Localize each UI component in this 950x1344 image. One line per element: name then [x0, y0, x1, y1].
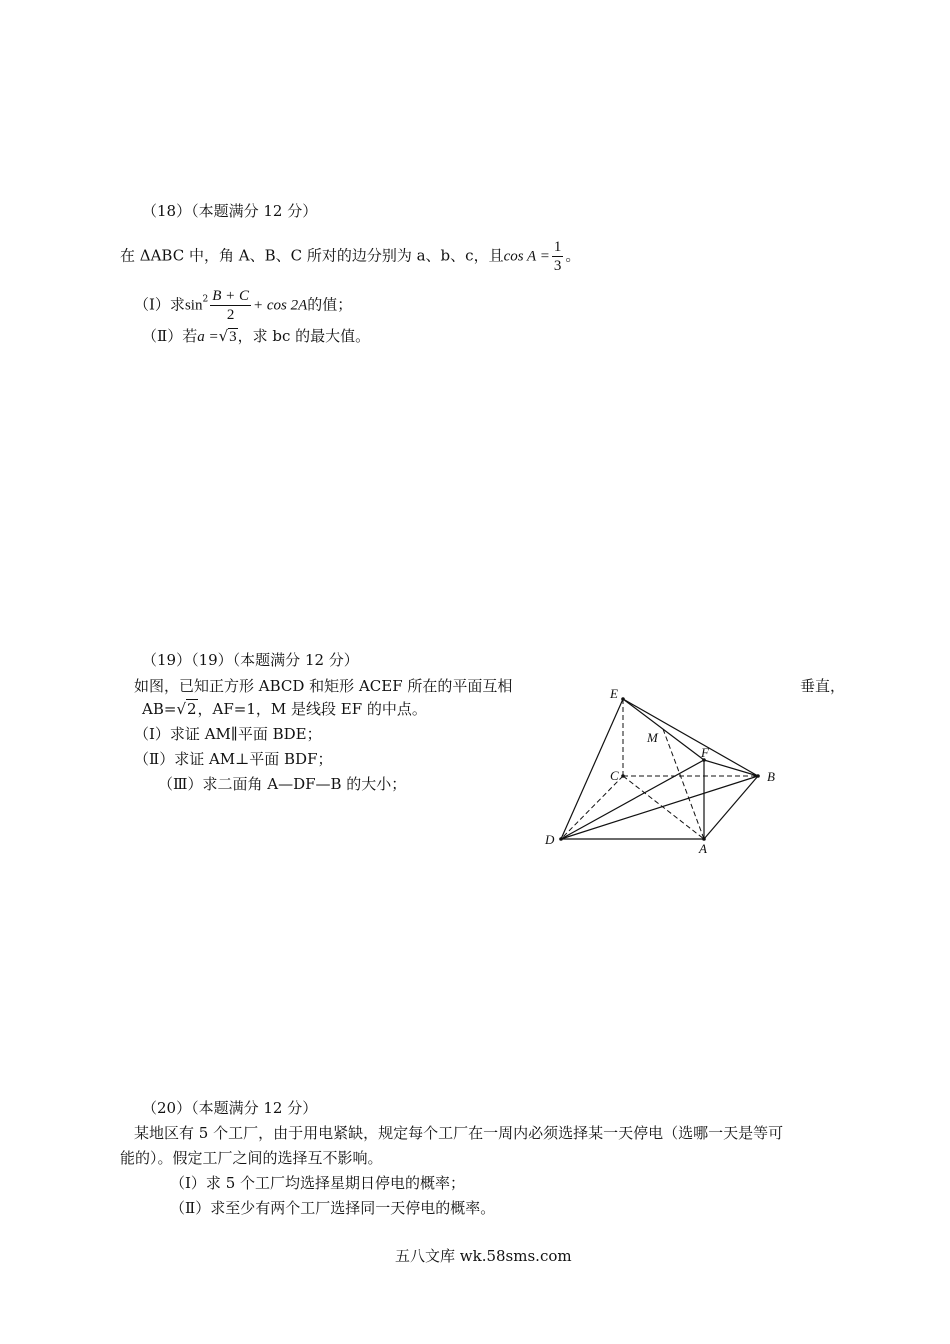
- q19-line2-sqrt: 2: [187, 700, 197, 718]
- q18-part2-sqrt: 3: [229, 329, 237, 345]
- vertex-E: [621, 697, 625, 701]
- q18-stem-end: 。: [565, 246, 581, 265]
- q18-part1-fraction: [210, 287, 251, 324]
- q19-line2-suffix: ，AF=1，M 是线段 EF 的中点。: [197, 700, 427, 718]
- vertex-C: [621, 774, 625, 778]
- vertex-D: [559, 837, 563, 841]
- q18-cos-a: cos A =: [503, 248, 550, 265]
- q20-part1: （Ⅰ）求 5 个工厂均选择星期日停电的概率；: [170, 1174, 466, 1192]
- q19-line2: AB=√2，AF=1，M 是线段 EF 的中点。: [142, 700, 427, 718]
- edge-F-B: [704, 760, 758, 776]
- q19-part1: （Ⅰ）求证 AM∥平面 BDE；: [134, 725, 322, 743]
- q18-part2: （Ⅱ）若a =√3，求 bc 的最大值。: [142, 327, 371, 345]
- q18-part2-prefix: （Ⅱ）若: [142, 327, 198, 345]
- q18-part1-prefix: （Ⅰ）求: [134, 295, 185, 314]
- q19-line2-prefix: AB=: [142, 700, 177, 718]
- q18-part1-sup: 2: [202, 294, 209, 305]
- edge-E-B: [623, 699, 758, 776]
- figure-vertices: [559, 697, 760, 841]
- q19-header: （19）（19）（本题满分 12 分）: [142, 651, 359, 669]
- q19-figure: [530, 680, 790, 860]
- q18-frac-den: 3: [553, 258, 562, 274]
- q19-line1-left: 如图，已知正方形 ABCD 和矩形 ACEF 所在的平面互相: [134, 677, 513, 695]
- q18-part1-frac-num: B + C: [212, 288, 249, 304]
- q18-header: （18）（本题满分 12 分）: [142, 202, 318, 220]
- label-A: A: [699, 841, 707, 856]
- label-E: E: [610, 686, 618, 701]
- q18-part1: [134, 287, 352, 324]
- q19-line1-right: 垂直，: [800, 677, 846, 695]
- q18-part1-suffix: 的值；: [307, 295, 353, 314]
- q18-part2-a: a =: [197, 329, 219, 345]
- q19-part2: （Ⅱ）求证 AM⊥平面 BDF；: [134, 750, 333, 768]
- q18-fraction: [552, 238, 564, 275]
- figure-solid-edges: [561, 699, 758, 839]
- q18-part2-suffix: ，求 bc 的最大值。: [237, 327, 371, 345]
- edge-D-B: [561, 776, 758, 839]
- q18-stem: [120, 238, 580, 275]
- q18-part1-sin: sin: [184, 297, 203, 314]
- q18-frac-num: 1: [553, 239, 562, 255]
- label-D: D: [545, 832, 555, 847]
- q19-part3: （Ⅲ）求二面角 A—DF—B 的大小；: [158, 775, 407, 793]
- page-footer: 五八文库 wk.58sms.com: [395, 1247, 572, 1265]
- edge-A-B: [704, 776, 758, 839]
- q18-stem-text: 在 ΔABC 中，角 A、B、C 所对的边分别为 a、b、c，且: [120, 246, 504, 265]
- q20-part2: （Ⅱ）求至少有两个工厂选择同一天停电的概率。: [170, 1199, 496, 1217]
- q18-part1-frac-den: 2: [210, 305, 251, 324]
- vertex-B: [756, 774, 760, 778]
- label-F: F: [701, 745, 709, 760]
- q20-header: （20）（本题满分 12 分）: [142, 1099, 318, 1117]
- q20-stem-line1: 某地区有 5 个工厂，由于用电紧缺，规定每个工厂在一周内必须选择某一天停电（选哪一天是等可: [134, 1124, 784, 1142]
- q20-stem-line2: 能的）。假定工厂之间的选择互不影响。: [120, 1149, 383, 1167]
- label-M: M: [647, 730, 658, 745]
- label-B: B: [767, 769, 775, 784]
- label-C: C: [610, 768, 619, 783]
- q18-part1-cos: + cos 2A: [252, 297, 308, 314]
